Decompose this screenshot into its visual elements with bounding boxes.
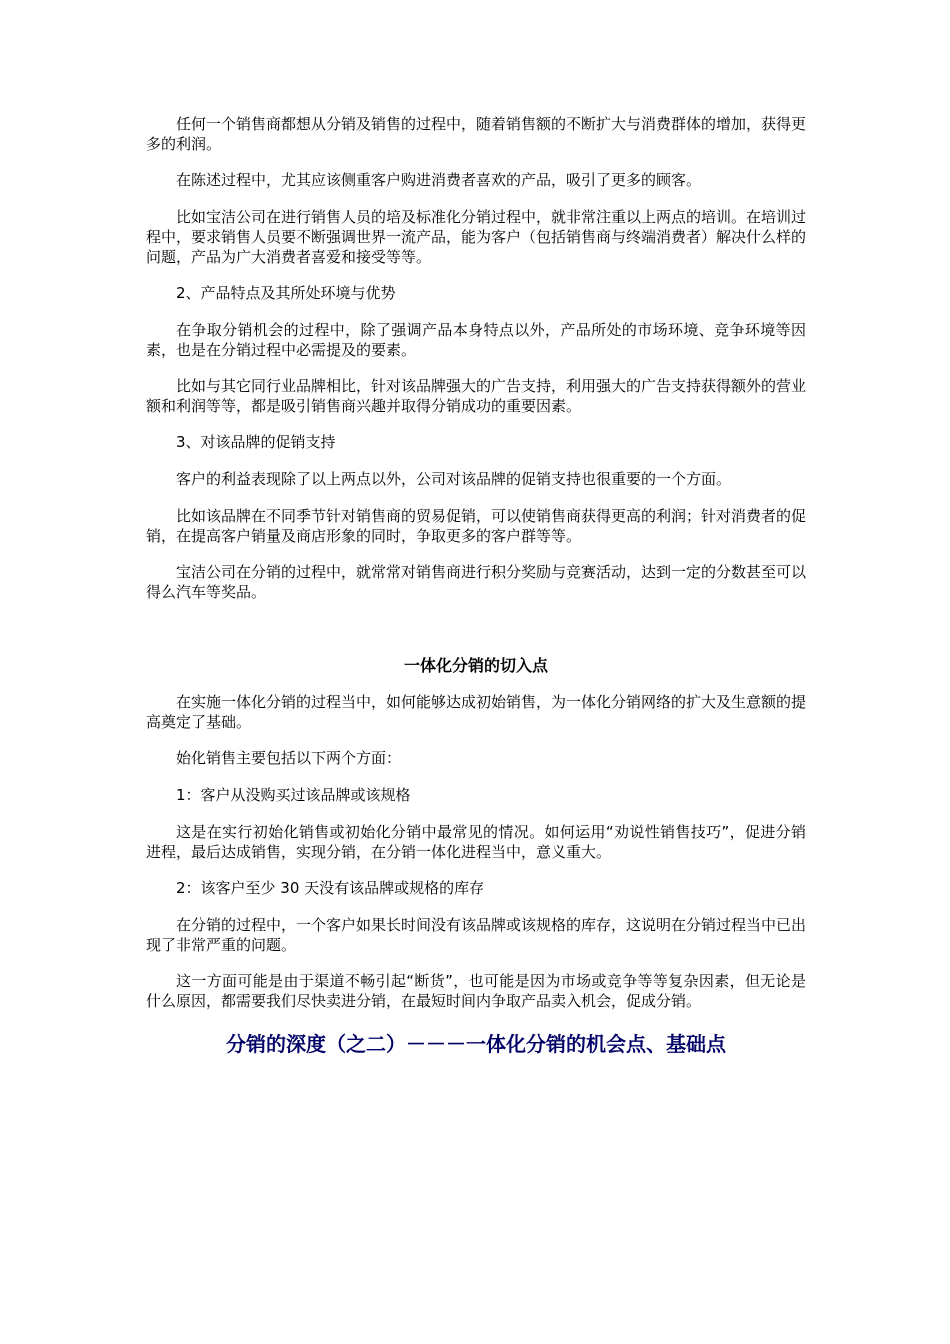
paragraph: 比如该品牌在不同季节针对销售商的贸易促销，可以使销售商获得更高的利润；针对消费者的促销，在提高客户销量及商店形象的同时，争取更多的客户群等等。 — [146, 507, 807, 545]
subheading: 2：该客户至少 30 天没有该品牌或规格的库存 — [176, 879, 485, 897]
document-page — [146, 114, 806, 1057]
paragraph: 客户的利益表现除了以上两点以外，公司对该品牌的促销支持也很重要的一个方面。 — [176, 470, 732, 488]
section-title: 一体化分销的切入点 — [403, 656, 548, 675]
paragraph: 始化销售主要包括以下两个方面： — [176, 749, 402, 767]
document-title: 分销的深度（之二）－－－一体化分销的机会点、基础点 — [226, 1032, 726, 1056]
paragraph: 比如与其它同行业品牌相比，针对该品牌强大的广告支持，利用强大的广告支持获得额外的营业额和利润等等，都是吸引销售商兴趣并取得分销成功的重要因素。 — [146, 377, 807, 415]
paragraph: 在争取分销机会的过程中，除了强调产品本身特点以外，产品所处的市场环境、竞争环境等因素，也是在分销过程中必需提及的要素。 — [146, 321, 806, 359]
paragraph: 在分销的过程中，一个客户如果长时间没有该品牌或该规格的库存，这说明在分销过程当中已出现了非常严重的问题。 — [146, 916, 807, 954]
paragraph: 这是在实行初始化销售或初始化分销中最常见的情况。如何运用“劝说性销售技巧”，促进分销进程，最后达成销售，实现分销，在分销一体化进程当中，意义重大。 — [146, 823, 806, 861]
paragraph: 这一方面可能是由于渠道不畅引起“断货”，也可能是因为市场或竞争等等复杂因素，但无论是什么原因，都需要我们尽快卖进分销，在最短时间内争取产品卖入机会，促成分销。 — [146, 972, 806, 1010]
subheading: 2、产品特点及其所处环境与优势 — [176, 284, 396, 302]
paragraph: 比如宝洁公司在进行销售人员的培及标准化分销过程中，就非常注重以上两点的培训。在培训过程中，要求销售人员要不断强调世界一流产品，能为客户（包括销售商与终端消费者）解决什么样的问题，产品为广大消费者喜爱和接受等等。 — [146, 208, 807, 266]
paragraph: 宝洁公司在分销的过程中，就常常对销售商进行积分奖励与竞赛活动，达到一定的分数甚至可以得么汽车等奖品。 — [146, 563, 807, 601]
paragraph: 任何一个销售商都想从分销及销售的过程中，随着销售额的不断扩大与消费群体的增加，获得更多的利润。 — [146, 115, 807, 153]
subheading: 1：客户从没购买过该品牌或该规格 — [176, 786, 411, 804]
paragraph: 在实施一体化分销的过程当中，如何能够达成初始销售，为一体化分销网络的扩大及生意额的提高奠定了基础。 — [146, 693, 807, 731]
subheading: 3、对该品牌的促销支持 — [176, 433, 336, 451]
paragraph: 在陈述过程中，尤其应该侧重客户购进消费者喜欢的产品，吸引了更多的顾客。 — [176, 171, 702, 189]
